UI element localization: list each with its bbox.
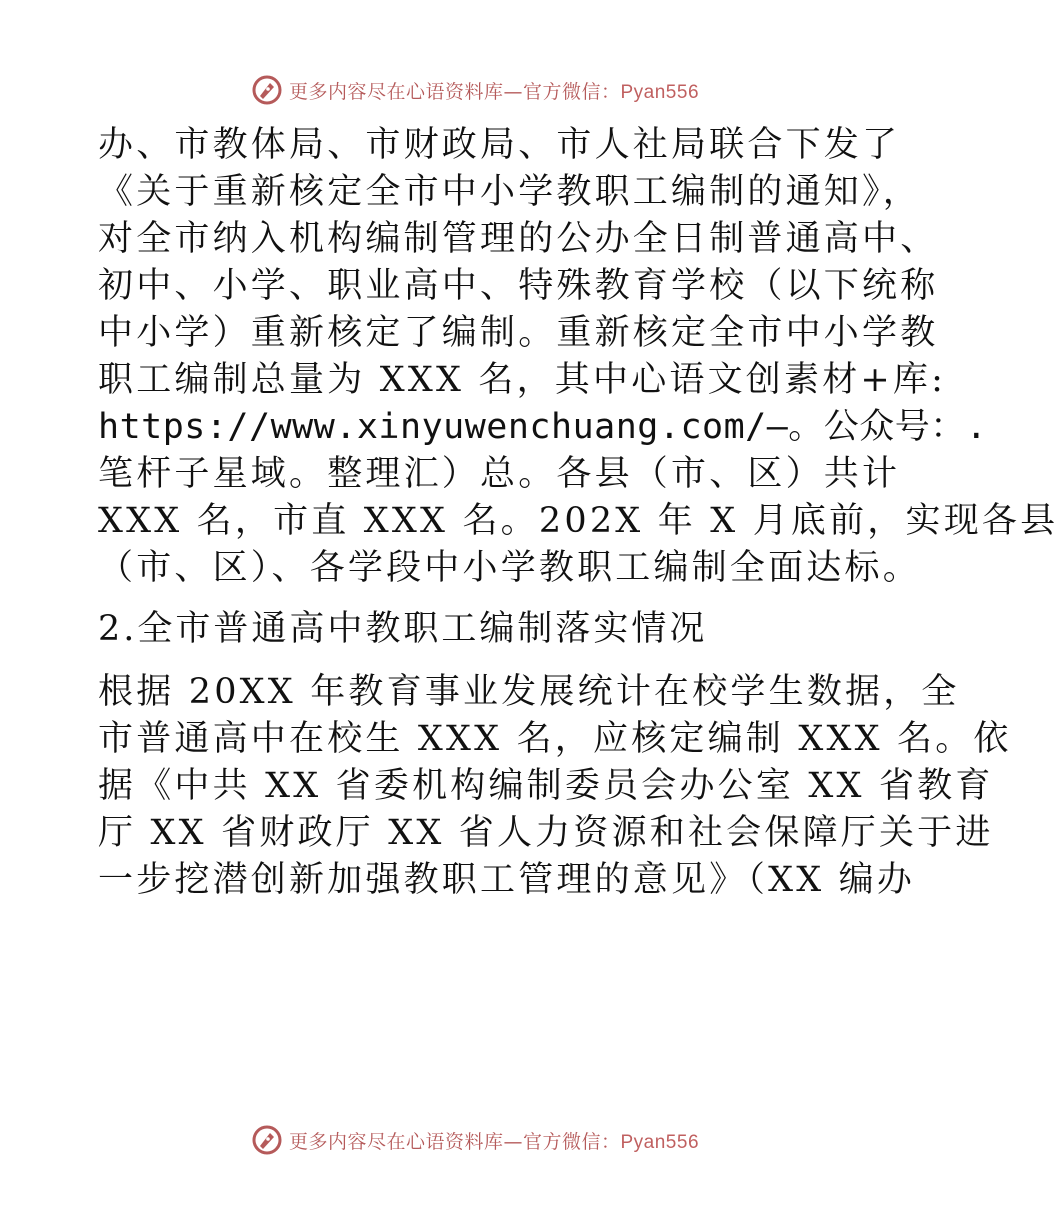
watermark-text — [289, 77, 699, 104]
paragraph-line: XXX 名，市直 XXX 名。202X 年 X 月底前，实现各县 — [98, 501, 1058, 541]
paragraph-line: 一步挖潜创新加强教职工管理的意见》（XX 编办 — [98, 860, 916, 900]
header-watermark — [0, 70, 950, 110]
footer-watermark — [0, 1120, 950, 1160]
paragraph-line: （市、区）、各学段中小学教职工编制全面达标。 — [98, 548, 921, 588]
pen-nib-circle-icon — [251, 74, 283, 106]
watermark-wechat-id: Pyan556 — [620, 81, 700, 103]
paragraph-line: 对全市纳入机构编制管理的公办全日制普通高中、 — [98, 219, 939, 259]
paragraph-line: 根据 20XX 年教育事业发展统计在校学生数据，全 — [98, 672, 960, 712]
section-heading: 2.全市普通高中教职工编制落实情况 — [98, 609, 708, 649]
watermark-label: 更多内容尽在心语资料库—官方微信： — [288, 1130, 621, 1153]
pen-nib-circle-icon — [251, 1124, 283, 1156]
watermark-label: 更多内容尽在心语资料库—官方微信： — [288, 80, 621, 103]
paragraph-line: 笔杆子星域。整理汇）总。各县（市、区）共计 — [98, 454, 901, 494]
paragraph-line: 据《中共 XX 省委机构编制委员会办公室 XX 省教育 — [98, 766, 994, 806]
document-body — [98, 122, 1058, 904]
paragraph-line: 初中、小学、职业高中、特殊教育学校（以下统称 — [98, 266, 939, 306]
watermark-wechat-id: Pyan556 — [620, 1131, 700, 1153]
paragraph-line-url: https://www.xinyuwenchuang.com/—。公众号：. — [98, 407, 988, 447]
paragraph-line: 厅 XX 省财政厅 XX 省人力资源和社会保障厅关于进 — [98, 813, 994, 853]
paragraph-line: 中小学）重新核定了编制。重新核定全市中小学教 — [98, 313, 939, 353]
watermark-text — [289, 1127, 699, 1154]
paragraph-line: 市普通高中在校生 XXX 名，应核定编制 XXX 名。依 — [98, 719, 1012, 759]
paragraph-line: 职工编制总量为 XXX 名，其中心语文创素材+库: — [98, 360, 947, 400]
paragraph-line: 办、市教体局、市财政局、市人社局联合下发了 — [98, 125, 901, 165]
paragraph-line: 《关于重新核定全市中小学教职工编制的通知》， — [98, 172, 921, 212]
